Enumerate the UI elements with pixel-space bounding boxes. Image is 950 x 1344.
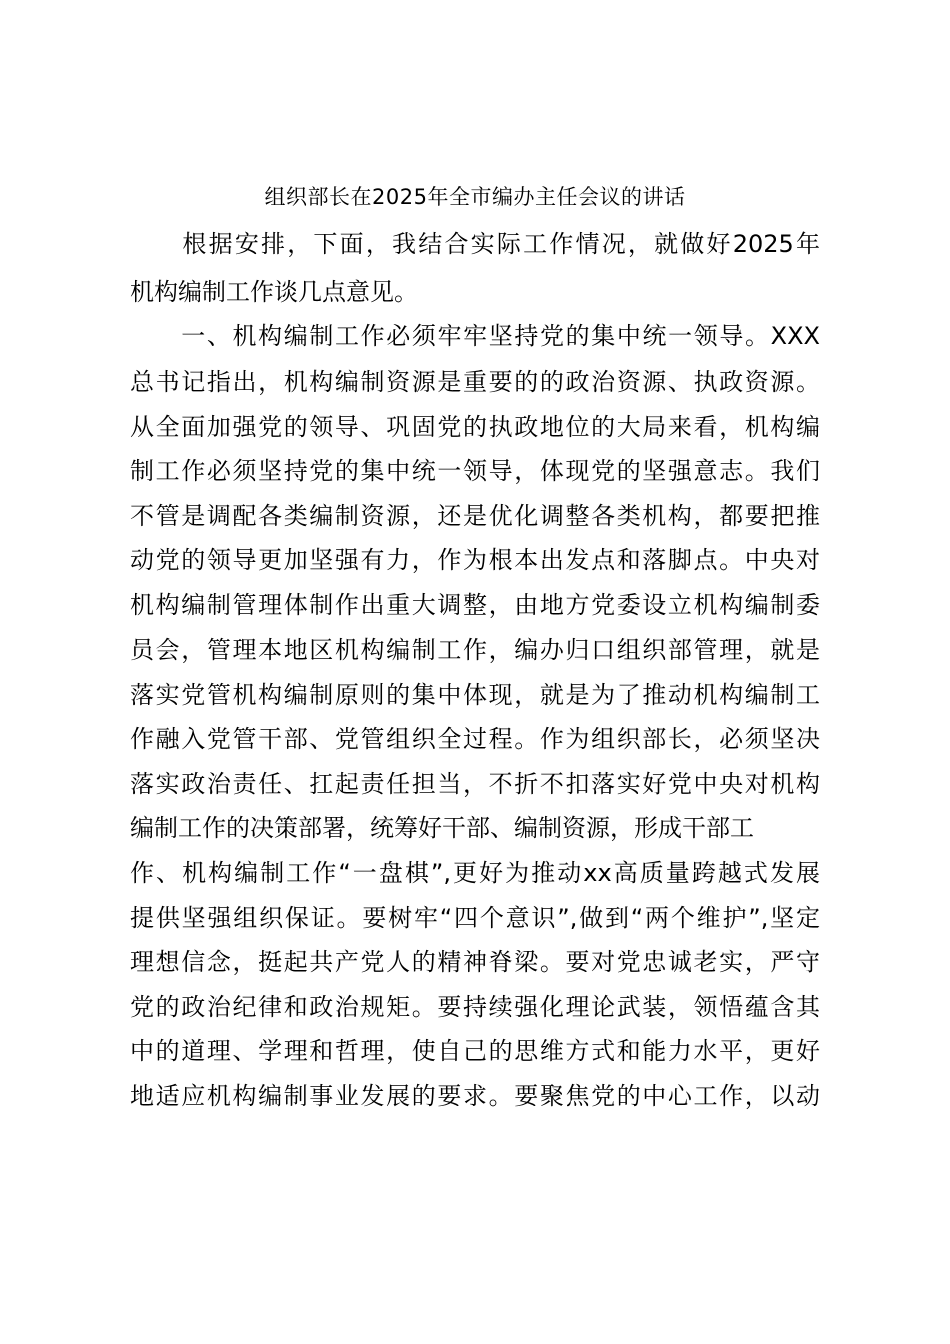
paragraph-line: 提供坚强组织保证。要树牢“四个意识”,做到“两个维护”,坚定: [130, 904, 820, 932]
document-title: 组织部长在2025年全市编办主任会议的讲话: [264, 185, 686, 209]
paragraph-line: 总书记指出，机构编制资源是重要的的政治资源、执政资源。: [130, 368, 820, 396]
paragraph-line: 作融入党管干部、党管组织全过程。作为组织部长，必须坚决: [130, 725, 820, 753]
paragraph-line: 中的道理、学理和哲理，使自己的思维方式和能力水平，更好: [130, 1037, 820, 1065]
paragraph-line: 制工作必须坚持党的集中统一领导，体现党的坚强意志。我们: [130, 457, 820, 485]
paragraph-line: 员会，管理本地区机构编制工作，编办归口组织部管理，就是: [130, 636, 820, 664]
paragraph-line: 党的政治纪律和政治规矩。要持续强化理论武装，领悟蕴含其: [130, 993, 820, 1021]
paragraph-line: 机构编制管理体制作出重大调整，由地方党委设立机构编制委: [130, 591, 820, 619]
paragraph-line: 不管是调配各类编制资源，还是优化调整各类机构，都要把推: [130, 502, 820, 530]
paragraph-line: 从全面加强党的领导、巩固党的执政地位的大局来看，机构编: [130, 413, 820, 441]
paragraph-line: 机构编制工作谈几点意见。: [130, 278, 418, 306]
paragraph-line: 根据安排，下面，我结合实际工作情况，就做好2025年: [130, 230, 820, 258]
paragraph-line: 一、机构编制工作必须牢牢坚持党的集中统一领导。XXX: [130, 322, 820, 350]
paragraph-line: 落实党管机构编制原则的集中体现，就是为了推动机构编制工: [130, 681, 820, 709]
paragraph-line: 理想信念，挺起共产党人的精神脊梁。要对党忠诚老实，严守: [130, 948, 820, 976]
paragraph-line: 动党的领导更加坚强有力，作为根本出发点和落脚点。中央对: [130, 546, 820, 574]
paragraph-line: 编制工作的决策部署，统筹好干部、编制资源，形成干部工: [130, 814, 754, 842]
paragraph-line: 地适应机构编制事业发展的要求。要聚焦党的中心工作，以动: [130, 1082, 820, 1110]
paragraph-line: 落实政治责任、扛起责任担当，不折不扣落实好党中央对机构: [130, 770, 820, 798]
paragraph-line: 作、机构编制工作“一盘棋”,更好为推动xx高质量跨越式发展: [130, 859, 820, 887]
